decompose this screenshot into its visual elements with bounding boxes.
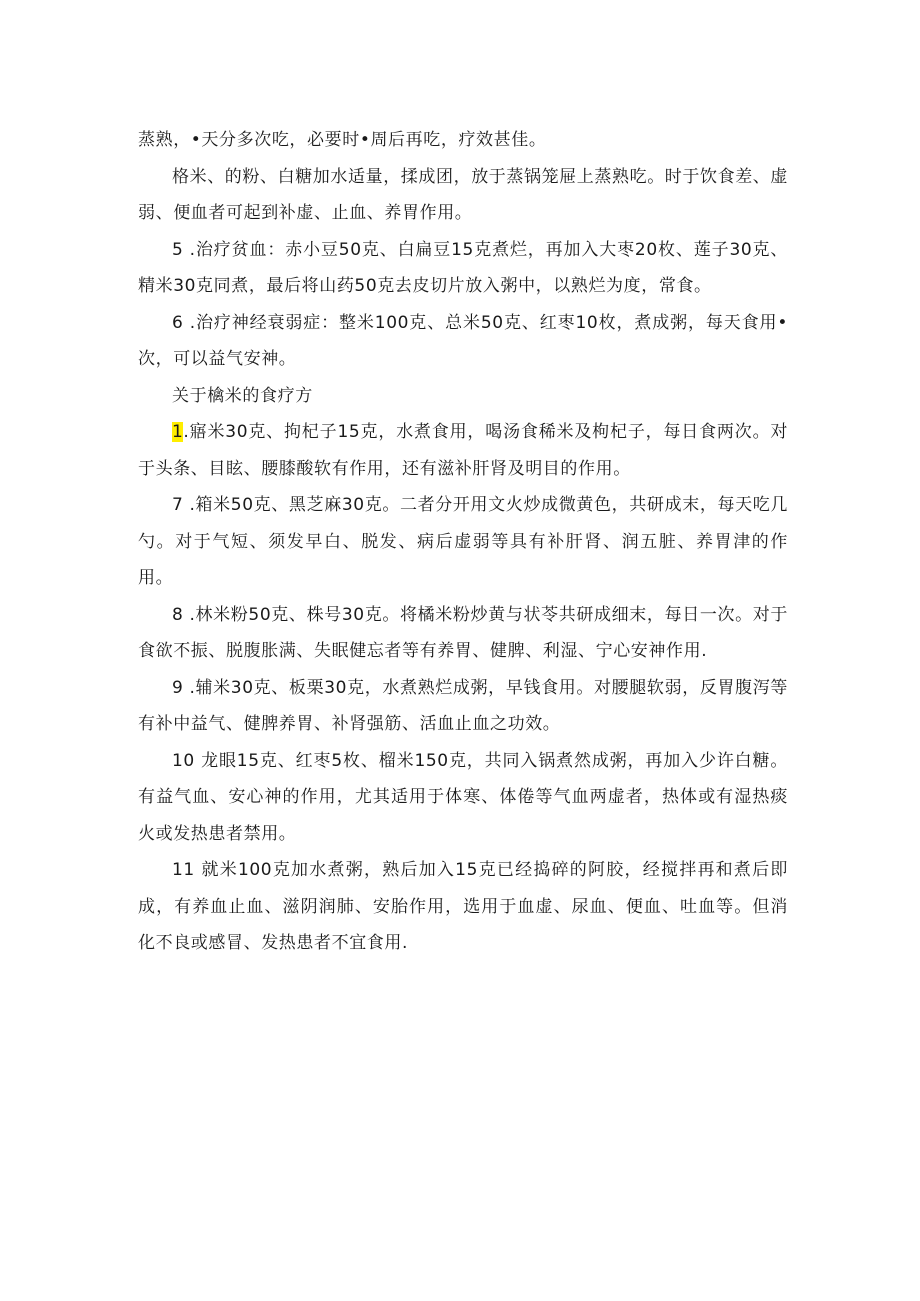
highlight-marker: 1 <box>172 422 184 442</box>
paragraph-item-11: 11 就米100克加水煮粥，熟后加入15克已经捣碎的阿胶，经搅拌再和煮后即成，有养血止血、滋阴润肺、安胎作用，选用于血虚、尿血、便血、吐血等。但消化不良或感冒、发热患者不宜食用. <box>138 860 788 953</box>
paragraph-item-8: 8 .林米粉50克、株号30克。将橘米粉炒黄与状苓共研成细末，每日一次。对于食欲不振、脱腹胀满、失眠健忘者等有养胃、健脾、利湿、宁心安神作用. <box>138 604 788 661</box>
paragraph-continued: 蒸熟，•天分多次吃，必要时•周后再吃，疗效甚佳。 <box>138 130 547 150</box>
paragraph-item-5: 5 .治疗贫血：赤小豆50克、白扁豆15克煮烂，再加入大枣20枚、莲子30克、精米30克同煮，最后将山药50克去皮切片放入粥中，以熟烂为度，常食。 <box>138 239 788 296</box>
paragraph-item-1 <box>138 414 788 487</box>
section-heading: 关于檎米的食疗方 <box>172 385 313 406</box>
item-1-text: .寤米30克、拘杞子15克，水煮食用，喝汤食稀米及枸杞子，每日食两次。对于头条、目眩、腰膝酸软有作用，还有滋补肝肾及明目的作用。 <box>138 422 788 479</box>
document-body <box>138 122 788 962</box>
paragraph-item-7: 7 .箱米50克、黑芝麻30克。二者分开用文火炒成微黄色，共研成末，每天吃几勺。对于气短、须发早白、脱发、病后虚弱等具有补肝肾、润五脏、养胃津的作用。 <box>138 495 788 588</box>
paragraph-item-10: 10 龙眼15克、红枣5枚、榴米150克，共同入锅煮然成粥，再加入少许白糖。有益气血、安心神的作用，尤其适用于体寒、体倦等气血两虚者，热体或有湿热痰火或发热患者禁用。 <box>138 750 788 844</box>
paragraph-item-6: 6 .治疗神经衰弱症：整米100克、总米50克、红枣10枚，煮成粥，每天食用•次，可以益气安神。 <box>138 312 788 369</box>
paragraph-item-9: 9 .辅米30克、板栗30克，水煮熟烂成粥，早钱食用。对腰腿软弱，反胃腹泻等有补中益气、健脾养胃、补肾强筋、活血止血之功效。 <box>138 677 788 734</box>
paragraph-rice-cake: 格米、的粉、白糖加水适量，揉成团，放于蒸锅笼屉上蒸熟吃。时于饮食差、虚弱、便血者可起到补虚、止血、养胃作用。 <box>138 166 788 223</box>
